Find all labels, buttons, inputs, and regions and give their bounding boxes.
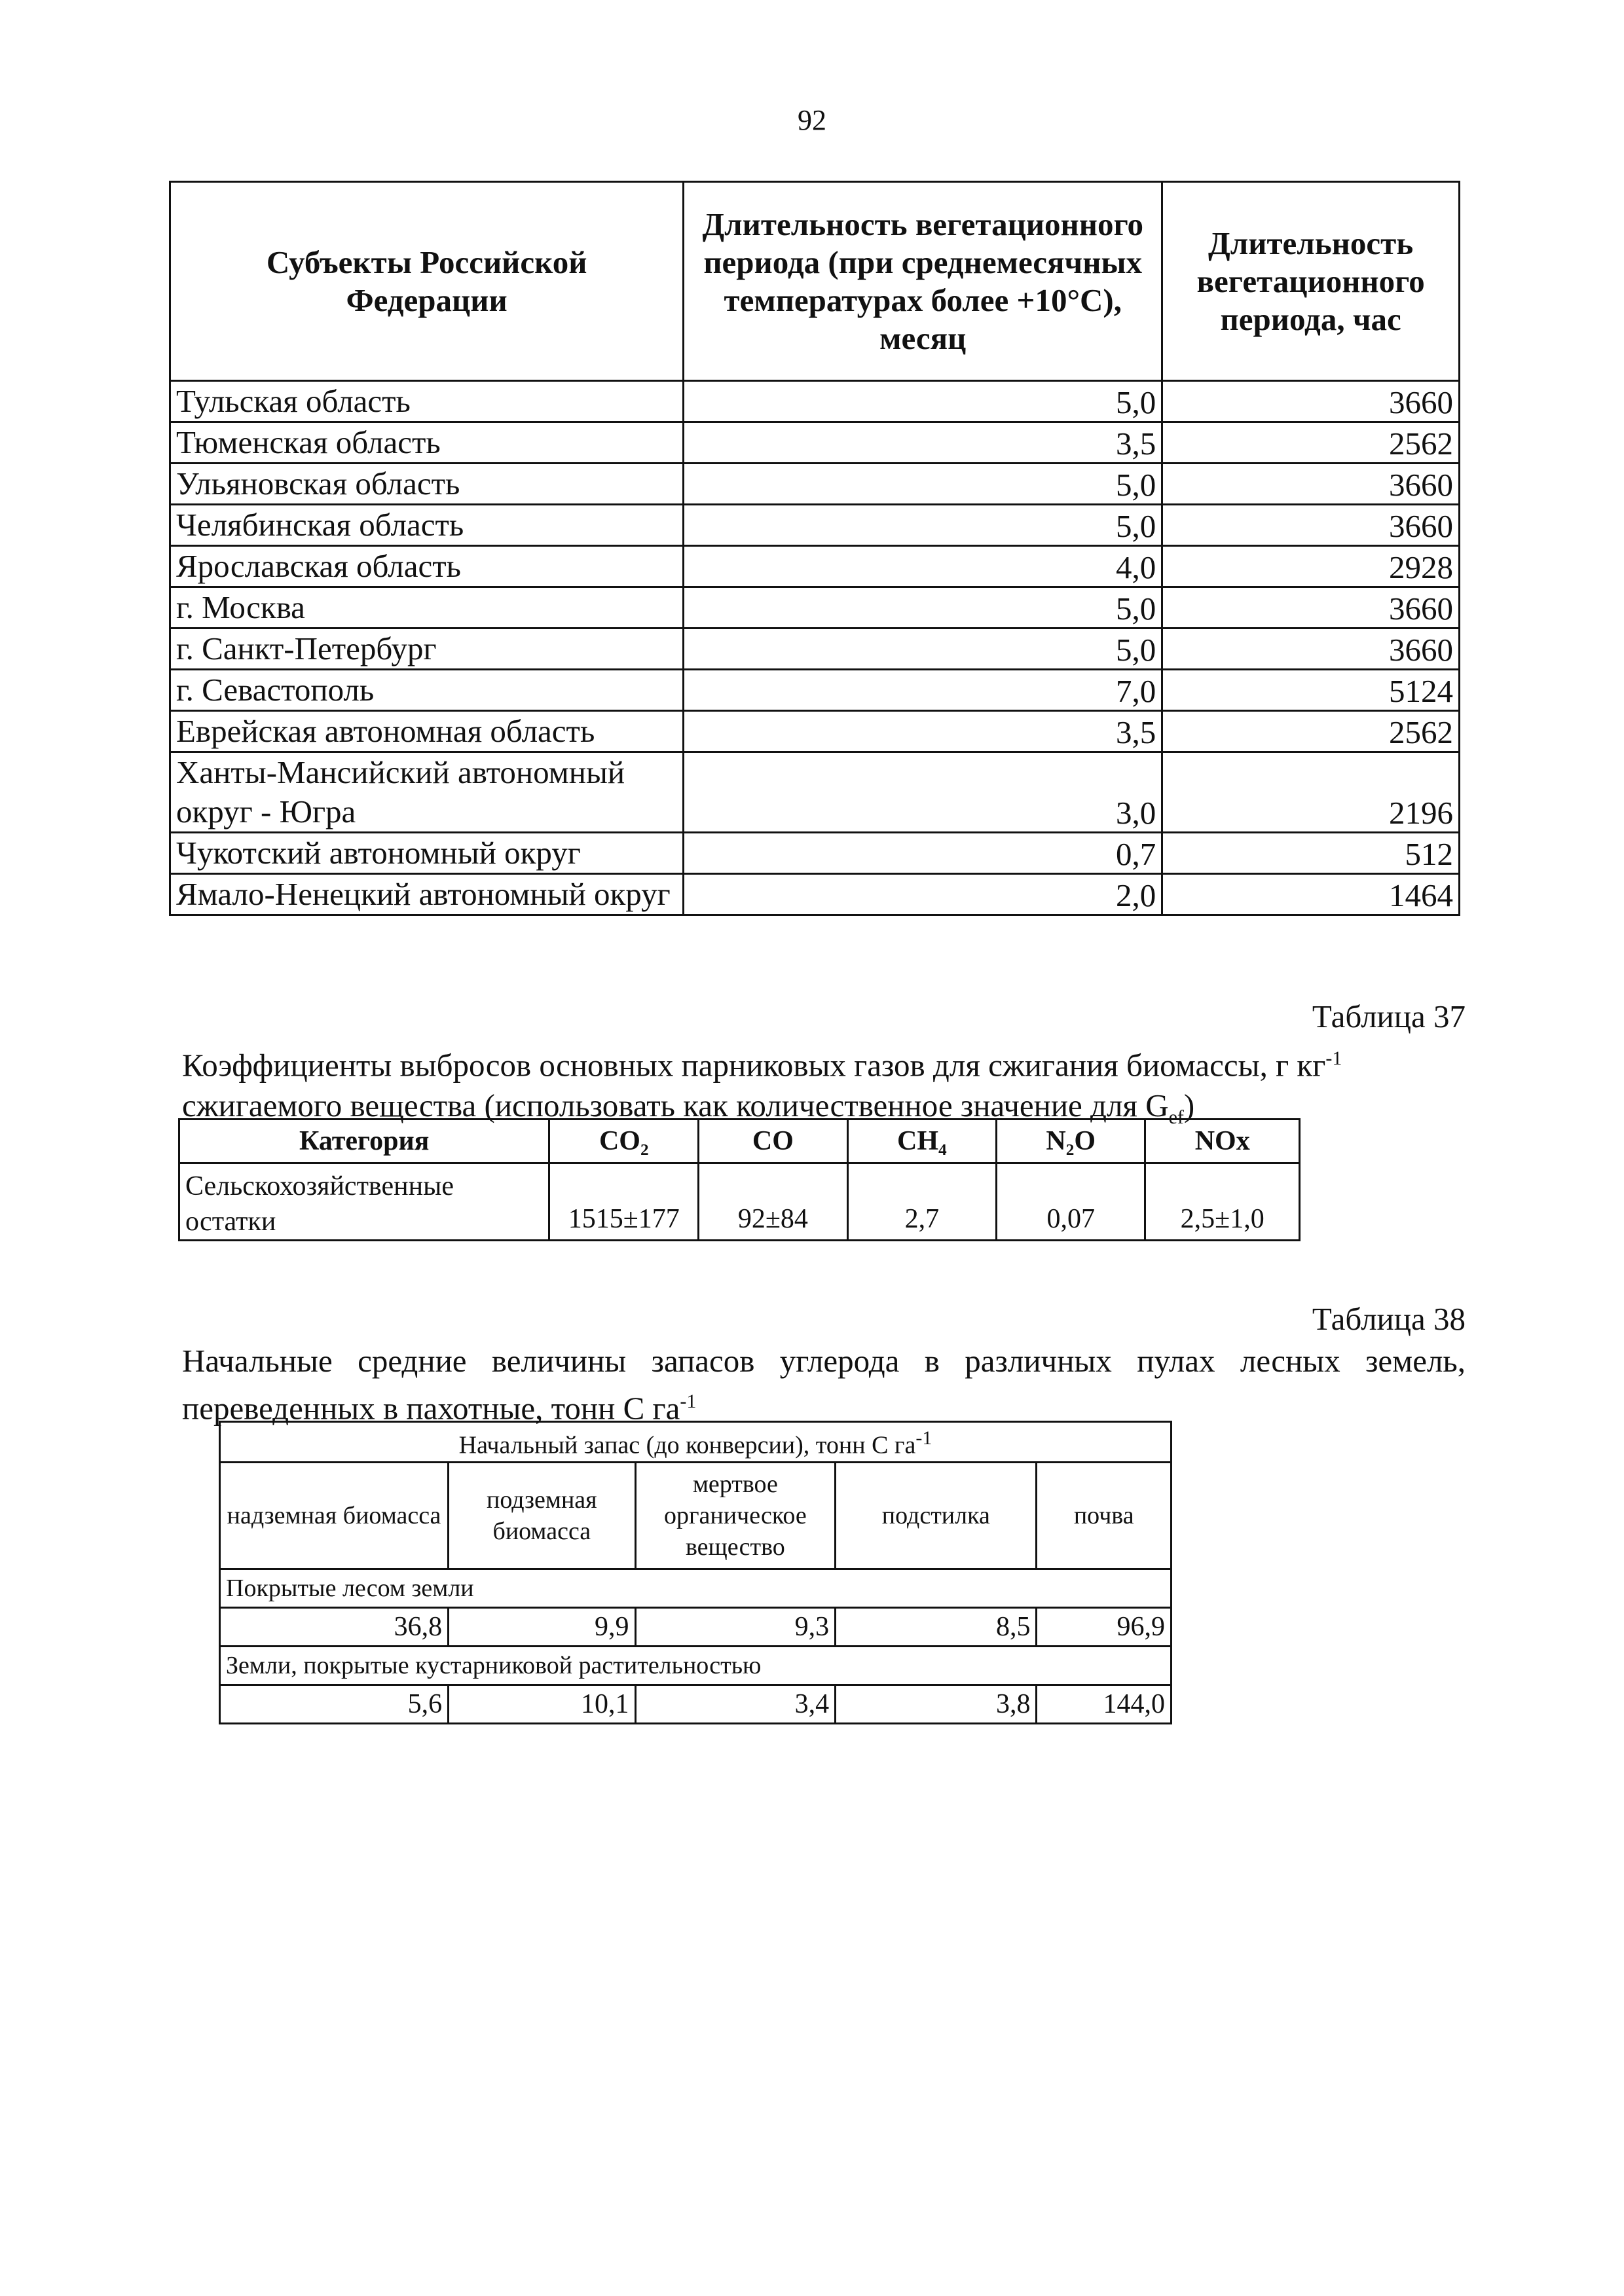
region-name: Ярославская область	[170, 546, 684, 587]
header-category: Категория	[179, 1120, 549, 1163]
period-hours: 512	[1162, 833, 1460, 874]
carbon-value: 36,8	[220, 1607, 449, 1646]
column-aboveground: надземная биомасса	[220, 1462, 449, 1569]
header-co2: CO₂	[549, 1120, 699, 1163]
table-row	[170, 833, 1460, 874]
value-co2: 1515±177	[549, 1163, 699, 1241]
carbon-value: 3,8	[836, 1685, 1037, 1723]
period-months: 3,0	[684, 752, 1162, 833]
period-hours: 3660	[1162, 587, 1460, 629]
emission-factors-table	[178, 1118, 1301, 1241]
table37-caption: Таблица 37	[1312, 998, 1466, 1034]
table-row	[170, 752, 1460, 833]
column-litter: подстилка	[836, 1462, 1037, 1569]
table-row	[170, 587, 1460, 629]
period-months: 5,0	[684, 587, 1162, 629]
value-n2o: 0,07	[997, 1163, 1145, 1241]
period-hours: 3660	[1162, 464, 1460, 505]
table-row	[170, 505, 1460, 546]
carbon-value: 10,1	[449, 1685, 635, 1723]
table-row	[170, 670, 1460, 711]
table-row	[220, 1607, 1172, 1646]
period-hours: 1464	[1162, 874, 1460, 915]
table38-title: Начальные средние величины запасов углерода в различных пулах лесных земель, переведенных в пахотные, тонн С $га^{-1}$	[182, 1343, 1466, 1427]
table-row	[170, 629, 1460, 670]
table37-title: Коэффициенты выбросов основных парниковых газов для сжигания биомассы, г $кг^{-1}$ сжигаемого вещества (использовать как количественное значение для $G_{ef}$)	[182, 1047, 1342, 1129]
table-row	[170, 874, 1460, 915]
table-row	[170, 381, 1460, 422]
period-months: 0,7	[684, 833, 1162, 874]
section-label: Покрытые лесом земли	[220, 1569, 1172, 1607]
table-row	[170, 464, 1460, 505]
period-hours: 3660	[1162, 629, 1460, 670]
page-number: 92	[798, 104, 826, 136]
region-name: г. Севастополь	[170, 670, 684, 711]
carbon-value: 9,9	[449, 1607, 635, 1646]
row-category: Сельскохозяйственные остатки	[179, 1163, 549, 1241]
region-name: Тульская область	[170, 381, 684, 422]
header-n2o: N₂O	[997, 1120, 1145, 1163]
period-months: 5,0	[684, 505, 1162, 546]
region-name: Челябинская область	[170, 505, 684, 546]
table-row	[170, 546, 1460, 587]
region-name: Ямало-Ненецкий автономный округ	[170, 874, 684, 915]
carbon-value: 96,9	[1037, 1607, 1172, 1646]
header-subject: Субъекты Российской Федерации	[170, 182, 684, 381]
region-name: г. Москва	[170, 587, 684, 629]
region-name: Еврейская автономная область	[170, 711, 684, 752]
region-name: Тюменская область	[170, 422, 684, 464]
table-row	[220, 1685, 1172, 1723]
column-belowground: подземная биомасса	[449, 1462, 635, 1569]
period-months: 5,0	[684, 381, 1162, 422]
table-row	[170, 711, 1460, 752]
column-dead-organic: мертвое органическое вещество	[635, 1462, 836, 1569]
period-hours: 2562	[1162, 711, 1460, 752]
period-months: 7,0	[684, 670, 1162, 711]
carbon-value: 3,4	[635, 1685, 836, 1723]
header-hours: Длительность вегетационного периода, час	[1162, 182, 1460, 381]
period-months: 5,0	[684, 464, 1162, 505]
table-row	[170, 422, 1460, 464]
carbon-value: 5,6	[220, 1685, 449, 1723]
region-name: Ульяновская область	[170, 464, 684, 505]
period-months: 3,5	[684, 422, 1162, 464]
carbon-value: 8,5	[836, 1607, 1037, 1646]
period-hours: 3660	[1162, 381, 1460, 422]
value-ch4: 2,7	[847, 1163, 996, 1241]
region-name: Чукотский автономный округ	[170, 833, 684, 874]
region-name: Ханты-Мансийский автономный округ - Югра	[170, 752, 684, 833]
period-hours: 2928	[1162, 546, 1460, 587]
section-label: Земли, покрытые кустарниковой растительностью	[220, 1646, 1172, 1685]
vegetation-period-table	[169, 181, 1460, 916]
header-ch4: CH₄	[847, 1120, 996, 1163]
carbon-stocks-table	[219, 1421, 1172, 1724]
header-nox: NOx	[1145, 1120, 1300, 1163]
carbon-value: 9,3	[635, 1607, 836, 1646]
header-co: CO	[699, 1120, 848, 1163]
carbon-value: 144,0	[1037, 1685, 1172, 1723]
period-hours: 3660	[1162, 505, 1460, 546]
value-co: 92±84	[699, 1163, 848, 1241]
period-hours: 2562	[1162, 422, 1460, 464]
table38-caption: Таблица 38	[1312, 1301, 1466, 1337]
value-nox: 2,5±1,0	[1145, 1163, 1300, 1241]
period-hours: 2196	[1162, 752, 1460, 833]
period-hours: 5124	[1162, 670, 1460, 711]
region-name: г. Санкт-Петербург	[170, 629, 684, 670]
group-header: Начальный запас (до конверсии), тонн С $га^{-1}$	[220, 1422, 1172, 1463]
period-months: 3,5	[684, 711, 1162, 752]
period-months: 5,0	[684, 629, 1162, 670]
period-months: 4,0	[684, 546, 1162, 587]
column-soil: почва	[1037, 1462, 1172, 1569]
period-months: 2,0	[684, 874, 1162, 915]
header-months: Длительность вегетационного периода (при среднемесячных температурах более +10°C), месяц	[684, 182, 1162, 381]
